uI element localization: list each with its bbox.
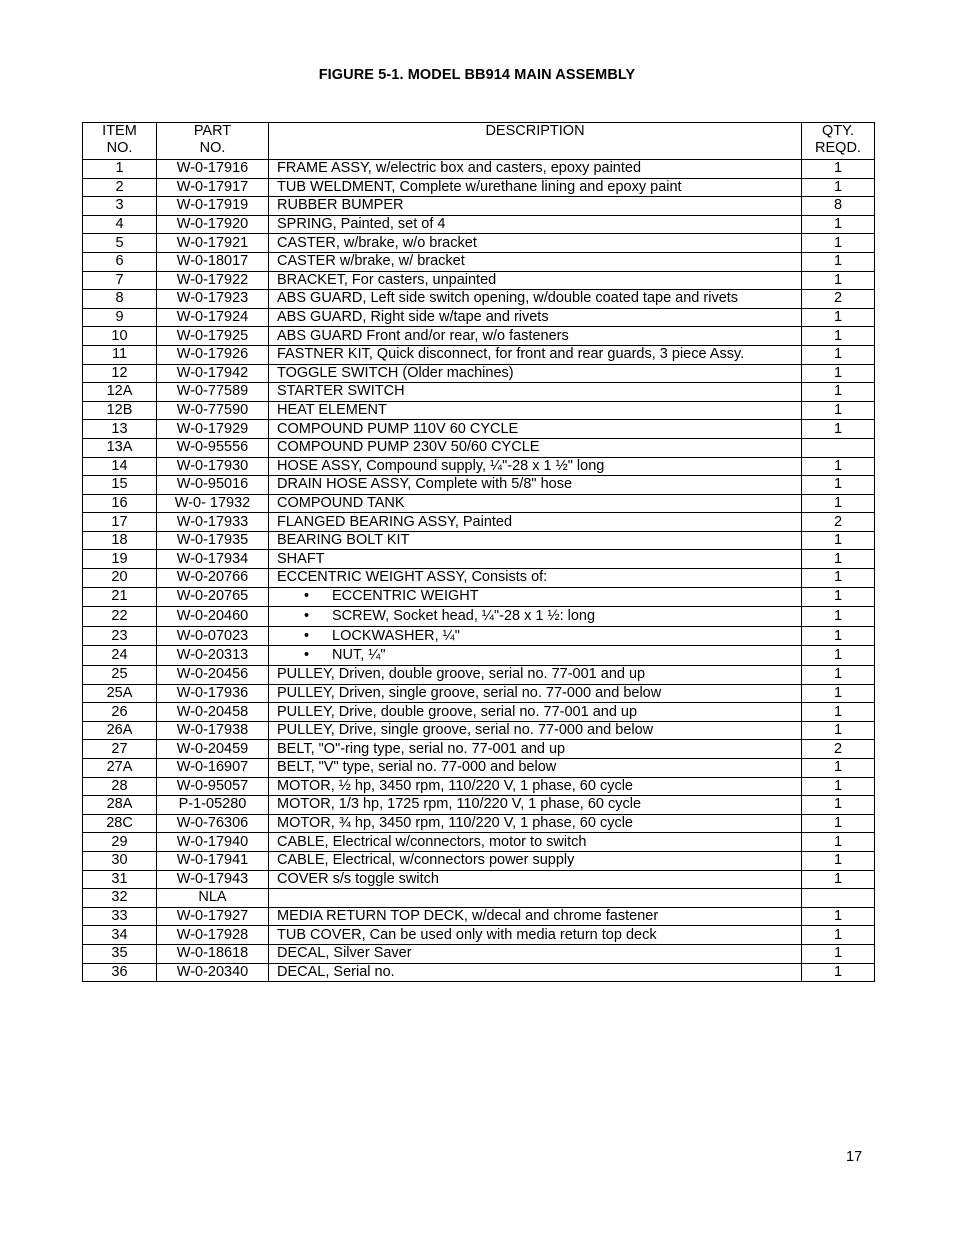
description-cell: COMPOUND TANK — [269, 494, 802, 513]
parts-table — [82, 122, 875, 982]
part-number-cell: W-0-17924 — [157, 308, 269, 327]
quantity-cell: 1 — [802, 327, 875, 346]
item-number-cell: 27A — [83, 759, 157, 778]
quantity-cell: 8 — [802, 197, 875, 216]
bullet-icon: • — [304, 588, 310, 605]
table-row — [83, 234, 875, 253]
table-row — [83, 420, 875, 439]
quantity-cell: 1 — [802, 550, 875, 569]
table-row — [83, 851, 875, 870]
header-part-no — [157, 123, 269, 160]
description-cell: FLANGED BEARING ASSY, Painted — [269, 513, 802, 532]
page-number: 17 — [846, 1149, 863, 1165]
description-text: LOCKWASHER, ¼" — [332, 627, 460, 644]
item-number-cell: 24 — [83, 646, 157, 666]
table-row — [83, 944, 875, 963]
item-number-cell: 7 — [83, 271, 157, 290]
quantity-cell: 1 — [802, 178, 875, 197]
description-cell — [269, 889, 802, 908]
item-number-cell: 3 — [83, 197, 157, 216]
item-number-cell: 16 — [83, 494, 157, 513]
description-cell — [269, 607, 802, 627]
quantity-cell: 1 — [802, 476, 875, 495]
part-number-cell: W-0-20765 — [157, 587, 269, 607]
item-number-cell: 25A — [83, 684, 157, 703]
quantity-cell: 1 — [802, 870, 875, 889]
description-cell: DRAIN HOSE ASSY, Complete with 5/8" hose — [269, 476, 802, 495]
quantity-cell: 1 — [802, 607, 875, 627]
item-number-cell: 18 — [83, 531, 157, 550]
figure-title: FIGURE 5-1. MODEL BB914 MAIN ASSEMBLY — [318, 67, 636, 83]
quantity-cell: 1 — [802, 457, 875, 476]
item-number-cell: 13A — [83, 438, 157, 457]
item-number-cell: 5 — [83, 234, 157, 253]
description-cell — [269, 626, 802, 646]
quantity-cell: 1 — [802, 721, 875, 740]
item-number-cell: 28 — [83, 777, 157, 796]
description-cell: TOGGLE SWITCH (Older machines) — [269, 364, 802, 383]
part-number-cell: W-0-17917 — [157, 178, 269, 197]
table-row — [83, 666, 875, 685]
quantity-cell: 1 — [802, 308, 875, 327]
table-row — [83, 308, 875, 327]
description-cell: BELT, "V" type, serial no. 77-000 and below — [269, 759, 802, 778]
item-number-cell: 36 — [83, 963, 157, 982]
description-cell: CABLE, Electrical, w/connectors power supply — [269, 851, 802, 870]
quantity-cell: 1 — [802, 926, 875, 945]
part-number-cell: W-0-17930 — [157, 457, 269, 476]
item-number-cell: 10 — [83, 327, 157, 346]
item-number-cell: 28A — [83, 796, 157, 815]
description-cell — [269, 646, 802, 666]
part-number-cell: W-0-20458 — [157, 703, 269, 722]
quantity-cell: 1 — [802, 666, 875, 685]
description-cell: STARTER SWITCH — [269, 383, 802, 402]
item-number-cell: 2 — [83, 178, 157, 197]
quantity-cell: 1 — [802, 215, 875, 234]
quantity-cell: 1 — [802, 587, 875, 607]
part-number-cell: W-0-20460 — [157, 607, 269, 627]
table-row — [83, 569, 875, 588]
description-cell: TUB COVER, Can be used only with media return top deck — [269, 926, 802, 945]
quantity-cell: 1 — [802, 345, 875, 364]
part-number-cell: W-0-17935 — [157, 531, 269, 550]
item-number-cell: 30 — [83, 851, 157, 870]
description-cell: BEARING BOLT KIT — [269, 531, 802, 550]
part-number-cell: NLA — [157, 889, 269, 908]
quantity-cell: 1 — [802, 234, 875, 253]
description-cell: PULLEY, Driven, double groove, serial no. 77-001 and up — [269, 666, 802, 685]
description-cell: ABS GUARD, Right side w/tape and rivets — [269, 308, 802, 327]
table-row — [83, 907, 875, 926]
quantity-cell: 1 — [802, 160, 875, 179]
table-row — [83, 550, 875, 569]
part-number-cell: P-1-05280 — [157, 796, 269, 815]
item-number-cell: 35 — [83, 944, 157, 963]
table-row — [83, 926, 875, 945]
part-number-cell: W-0-17943 — [157, 870, 269, 889]
quantity-cell: 1 — [802, 814, 875, 833]
description-cell: RUBBER BUMPER — [269, 197, 802, 216]
quantity-cell: 1 — [802, 963, 875, 982]
part-number-cell: W-0-18618 — [157, 944, 269, 963]
part-number-cell: W-0-95057 — [157, 777, 269, 796]
part-number-cell: W-0-77589 — [157, 383, 269, 402]
item-number-cell: 25 — [83, 666, 157, 685]
description-cell: COMPOUND PUMP 230V 50/60 CYCLE — [269, 438, 802, 457]
table-row — [83, 833, 875, 852]
part-number-cell: W-0-17941 — [157, 851, 269, 870]
table-row — [83, 271, 875, 290]
description-cell: ECCENTRIC WEIGHT ASSY, Consists of: — [269, 569, 802, 588]
quantity-cell: 1 — [802, 646, 875, 666]
item-number-cell: 28C — [83, 814, 157, 833]
part-number-cell: W-0-95016 — [157, 476, 269, 495]
item-number-cell: 6 — [83, 252, 157, 271]
item-number-cell: 27 — [83, 740, 157, 759]
description-cell: ABS GUARD Front and/or rear, w/o fasteners — [269, 327, 802, 346]
part-number-cell: W-0-17926 — [157, 345, 269, 364]
part-number-cell: W-0-95556 — [157, 438, 269, 457]
table-row — [83, 215, 875, 234]
table-row — [83, 870, 875, 889]
table-row — [83, 401, 875, 420]
quantity-cell: 1 — [802, 383, 875, 402]
item-number-cell: 1 — [83, 160, 157, 179]
item-number-cell: 33 — [83, 907, 157, 926]
part-number-cell: W-0-20456 — [157, 666, 269, 685]
table-row — [83, 290, 875, 309]
description-cell: ABS GUARD, Left side switch opening, w/double coated tape and rivets — [269, 290, 802, 309]
quantity-cell: 1 — [802, 420, 875, 439]
table-row — [83, 963, 875, 982]
table-row — [83, 626, 875, 646]
part-number-cell: W-0-17923 — [157, 290, 269, 309]
part-number-cell: W-0-17933 — [157, 513, 269, 532]
description-cell: DECAL, Serial no. — [269, 963, 802, 982]
part-number-cell: W-0-77590 — [157, 401, 269, 420]
quantity-cell: 1 — [802, 364, 875, 383]
description-cell: CABLE, Electrical w/connectors, motor to switch — [269, 833, 802, 852]
table-row — [83, 889, 875, 908]
item-number-cell: 29 — [83, 833, 157, 852]
quantity-cell: 1 — [802, 833, 875, 852]
part-number-cell: W-0-17938 — [157, 721, 269, 740]
header-qty-line1: QTY. — [822, 123, 854, 139]
part-number-cell: W-0-20459 — [157, 740, 269, 759]
table-row — [83, 646, 875, 666]
part-number-cell: W-0-20313 — [157, 646, 269, 666]
item-number-cell: 8 — [83, 290, 157, 309]
part-number-cell: W-0-17928 — [157, 926, 269, 945]
part-number-cell: W-0-17921 — [157, 234, 269, 253]
quantity-cell — [802, 889, 875, 908]
table-row — [83, 160, 875, 179]
quantity-cell: 1 — [802, 271, 875, 290]
description-cell: PULLEY, Drive, double groove, serial no. 77-001 and up — [269, 703, 802, 722]
bullet-icon: • — [304, 647, 310, 664]
quantity-cell: 1 — [802, 944, 875, 963]
item-number-cell: 21 — [83, 587, 157, 607]
item-number-cell: 11 — [83, 345, 157, 364]
description-cell: HEAT ELEMENT — [269, 401, 802, 420]
part-number-cell: W-0-17942 — [157, 364, 269, 383]
table-row — [83, 740, 875, 759]
table-row — [83, 252, 875, 271]
header-description — [269, 123, 802, 160]
header-part-line2: NO. — [199, 140, 226, 156]
item-number-cell: 23 — [83, 626, 157, 646]
table-row — [83, 476, 875, 495]
header-part-line1: PART — [193, 123, 232, 139]
quantity-cell: 1 — [802, 684, 875, 703]
description-cell: SHAFT — [269, 550, 802, 569]
description-cell: COVER s/s toggle switch — [269, 870, 802, 889]
description-cell: CASTER, w/brake, w/o bracket — [269, 234, 802, 253]
item-number-cell: 12B — [83, 401, 157, 420]
description-cell: DECAL, Silver Saver — [269, 944, 802, 963]
part-number-cell: W-0-17925 — [157, 327, 269, 346]
part-number-cell: W-0-17940 — [157, 833, 269, 852]
description-cell: COMPOUND PUMP 110V 60 CYCLE — [269, 420, 802, 439]
description-cell: MOTOR, 1/3 hp, 1725 rpm, 110/220 V, 1 phase, 60 cycle — [269, 796, 802, 815]
table-row — [83, 587, 875, 607]
description-text: SCREW, Socket head, ¼"-28 x 1 ½: long — [332, 608, 596, 625]
table-row — [83, 777, 875, 796]
table-row — [83, 531, 875, 550]
part-number-cell: W-0-20766 — [157, 569, 269, 588]
part-number-cell: W-0-17934 — [157, 550, 269, 569]
table-row — [83, 513, 875, 532]
description-cell — [269, 587, 802, 607]
item-number-cell: 31 — [83, 870, 157, 889]
quantity-cell: 2 — [802, 740, 875, 759]
description-cell: MOTOR, ¾ hp, 3450 rpm, 110/220 V, 1 phase, 60 cycle — [269, 814, 802, 833]
quantity-cell: 1 — [802, 703, 875, 722]
table-row — [83, 684, 875, 703]
table-row — [83, 345, 875, 364]
header-item-no — [83, 123, 157, 160]
part-number-cell: W-0-16907 — [157, 759, 269, 778]
description-cell: CASTER w/brake, w/ bracket — [269, 252, 802, 271]
item-number-cell: 15 — [83, 476, 157, 495]
part-number-cell: W-0-20340 — [157, 963, 269, 982]
item-number-cell: 12A — [83, 383, 157, 402]
table-row — [83, 178, 875, 197]
description-cell: BRACKET, For casters, unpainted — [269, 271, 802, 290]
description-cell: FASTNER KIT, Quick disconnect, for front and rear guards, 3 piece Assy. — [269, 345, 802, 364]
table-row — [83, 438, 875, 457]
description-cell: PULLEY, Drive, single groove, serial no. 77-000 and below — [269, 721, 802, 740]
header-item-line2: NO. — [106, 140, 133, 156]
item-number-cell: 34 — [83, 926, 157, 945]
quantity-cell: 1 — [802, 531, 875, 550]
item-number-cell: 20 — [83, 569, 157, 588]
parts-table-body — [83, 160, 875, 982]
quantity-cell: 1 — [802, 777, 875, 796]
part-number-cell: W-0-17927 — [157, 907, 269, 926]
item-number-cell: 4 — [83, 215, 157, 234]
description-cell: MOTOR, ½ hp, 3450 rpm, 110/220 V, 1 phase, 60 cycle — [269, 777, 802, 796]
table-row — [83, 814, 875, 833]
table-row — [83, 383, 875, 402]
item-number-cell: 22 — [83, 607, 157, 627]
part-number-cell: W-0-17919 — [157, 197, 269, 216]
quantity-cell: 1 — [802, 796, 875, 815]
description-cell: PULLEY, Driven, single groove, serial no. 77-000 and below — [269, 684, 802, 703]
item-number-cell: 26 — [83, 703, 157, 722]
description-cell: MEDIA RETURN TOP DECK, w/decal and chrome fastener — [269, 907, 802, 926]
bullet-icon: • — [304, 608, 310, 625]
table-row — [83, 494, 875, 513]
item-number-cell: 12 — [83, 364, 157, 383]
header-qty-reqd — [802, 123, 875, 160]
table-header-row — [83, 123, 875, 160]
item-number-cell: 32 — [83, 889, 157, 908]
quantity-cell: 1 — [802, 569, 875, 588]
part-number-cell: W-0-76306 — [157, 814, 269, 833]
table-row — [83, 364, 875, 383]
description-cell: HOSE ASSY, Compound supply, ¼"-28 x 1 ½" long — [269, 457, 802, 476]
item-number-cell: 9 — [83, 308, 157, 327]
part-number-cell: W-0-17920 — [157, 215, 269, 234]
table-row — [83, 607, 875, 627]
item-number-cell: 13 — [83, 420, 157, 439]
part-number-cell: W-0-18017 — [157, 252, 269, 271]
table-row — [83, 796, 875, 815]
quantity-cell: 1 — [802, 759, 875, 778]
part-number-cell: W-0-07023 — [157, 626, 269, 646]
part-number-cell: W-0-17929 — [157, 420, 269, 439]
part-number-cell: W-0-17936 — [157, 684, 269, 703]
quantity-cell: 1 — [802, 494, 875, 513]
description-cell: SPRING, Painted, set of 4 — [269, 215, 802, 234]
item-number-cell: 17 — [83, 513, 157, 532]
item-number-cell: 14 — [83, 457, 157, 476]
quantity-cell: 1 — [802, 907, 875, 926]
part-number-cell: W-0-17916 — [157, 160, 269, 179]
quantity-cell: 2 — [802, 513, 875, 532]
header-item-line1: ITEM — [102, 123, 137, 139]
quantity-cell: 1 — [802, 626, 875, 646]
description-text: NUT, ¼" — [332, 647, 386, 664]
quantity-cell — [802, 438, 875, 457]
quantity-cell: 1 — [802, 252, 875, 271]
bullet-icon: • — [304, 627, 310, 644]
item-number-cell: 19 — [83, 550, 157, 569]
description-cell: TUB WELDMENT, Complete w/urethane lining and epoxy paint — [269, 178, 802, 197]
table-row — [83, 327, 875, 346]
description-cell: FRAME ASSY, w/electric box and casters, epoxy painted — [269, 160, 802, 179]
table-row — [83, 457, 875, 476]
header-qty-line2: REQD. — [815, 140, 861, 156]
item-number-cell: 26A — [83, 721, 157, 740]
part-number-cell: W-0-17922 — [157, 271, 269, 290]
quantity-cell: 1 — [802, 851, 875, 870]
table-row — [83, 703, 875, 722]
table-row — [83, 197, 875, 216]
table-row — [83, 721, 875, 740]
description-text: ECCENTRIC WEIGHT — [332, 588, 479, 605]
quantity-cell: 1 — [802, 401, 875, 420]
table-row — [83, 759, 875, 778]
part-number-cell: W-0- 17932 — [157, 494, 269, 513]
description-cell: BELT, "O"-ring type, serial no. 77-001 and up — [269, 740, 802, 759]
header-description-label: DESCRIPTION — [485, 123, 585, 139]
quantity-cell: 2 — [802, 290, 875, 309]
